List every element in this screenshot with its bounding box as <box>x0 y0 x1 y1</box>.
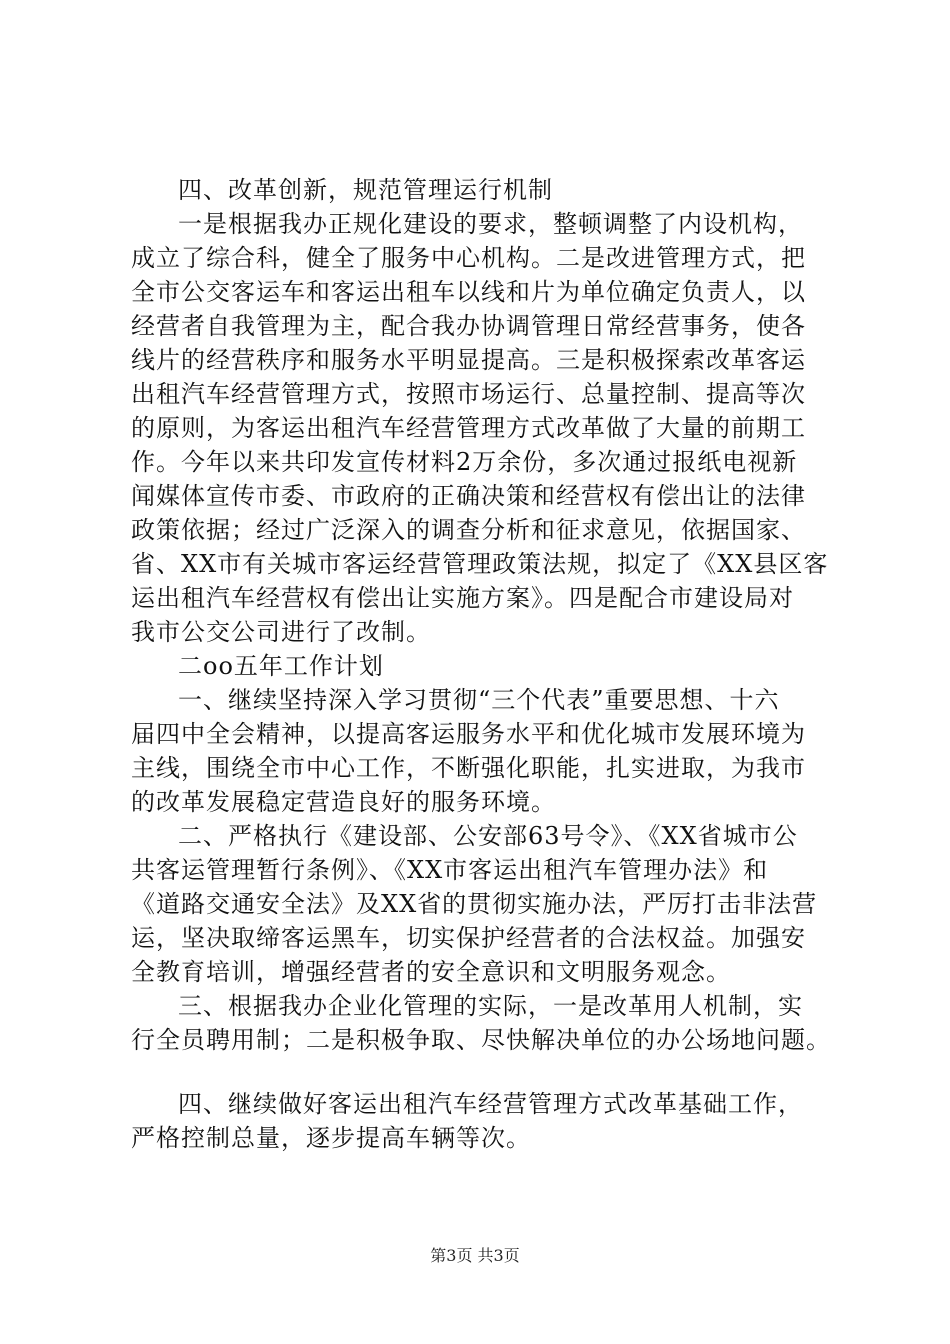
paragraph-line: 全市公交客运车和客运出租车以线和片为单位确定负责人，以 <box>131 278 806 306</box>
paragraph-line: 届四中全会精神，以提高客运服务水平和优化城市发展环境为 <box>131 720 806 748</box>
paragraph-line: 经营者自我管理为主，配合我办协调管理日常经营事务，使各 <box>131 312 806 340</box>
paragraph-line: 二、严格执行《建设部、公安部63号令》、《XX省城市公 <box>178 822 798 850</box>
paragraph-line: 《道路交通安全法》及XX省的贯彻实施办法，严厉打击非法营 <box>131 890 818 918</box>
paragraph-line: 一是根据我办正规化建设的要求，整顿调整了内设机构， <box>178 210 803 238</box>
section-heading-reform: 四、改革创新，规范管理运行机制 <box>178 176 553 204</box>
paragraph-line: 成立了综合科，健全了服务中心机构。二是改进管理方式，把 <box>131 244 806 272</box>
paragraph-line: 运出租汽车经营权有偿出让实施方案》。四是配合市建设局对 <box>131 584 794 612</box>
paragraph-line: 严格控制总量，逐步提高车辆等次。 <box>131 1124 531 1152</box>
paragraph-line: 三、根据我办企业化管理的实际，一是改革用人机制，实 <box>178 992 803 1020</box>
paragraph-line: 四、继续做好客运出租汽车经营管理方式改革基础工作， <box>178 1090 803 1118</box>
paragraph-line: 的原则，为客运出租汽车经营管理方式改革做了大量的前期工 <box>131 414 806 442</box>
paragraph-line: 线片的经营秩序和服务水平明显提高。三是积极探索改革客运 <box>131 346 806 374</box>
paragraph-line: 政策依据；经过广泛深入的调查分析和征求意见，依据国家、 <box>131 516 806 544</box>
paragraph-line: 主线，围绕全市中心工作，不断强化职能，扎实进取，为我市 <box>131 754 806 782</box>
paragraph-line: 的改革发展稳定营造良好的服务环境。 <box>131 788 556 816</box>
paragraph-line: 运，坚决取缔客运黑车，切实保护经营者的合法权益。加强安 <box>131 924 806 952</box>
paragraph-line: 作。今年以来共印发宣传材料2万余份，多次通过报纸电视新 <box>131 448 798 476</box>
page-number-footer: 第3页 共3页 <box>430 1246 520 1265</box>
paragraph-line: 一、继续坚持深入学习贯彻“三个代表”重要思想、十六 <box>178 686 780 714</box>
paragraph-line: 行全员聘用制；二是积极争取、尽快解决单位的办公场地问题。 <box>131 1026 831 1054</box>
paragraph-line: 共客运管理暂行条例》、《XX市客运出租汽车管理办法》和 <box>131 856 769 884</box>
paragraph-line: 全教育培训，增强经营者的安全意识和文明服务观念。 <box>131 958 731 986</box>
paragraph-line: 省、XX市有关城市客运经营管理政策法规，拟定了《XX县区客 <box>131 550 829 578</box>
paragraph-line: 我市公交公司进行了改制。 <box>131 618 431 646</box>
paragraph-line: 闻媒体宣传市委、市政府的正确决策和经营权有偿出让的法律 <box>131 482 806 510</box>
paragraph-line: 出租汽车经营管理方式，按照市场运行、总量控制、提高等次 <box>131 380 806 408</box>
section-heading-plan: 二oo五年工作计划 <box>178 652 384 680</box>
